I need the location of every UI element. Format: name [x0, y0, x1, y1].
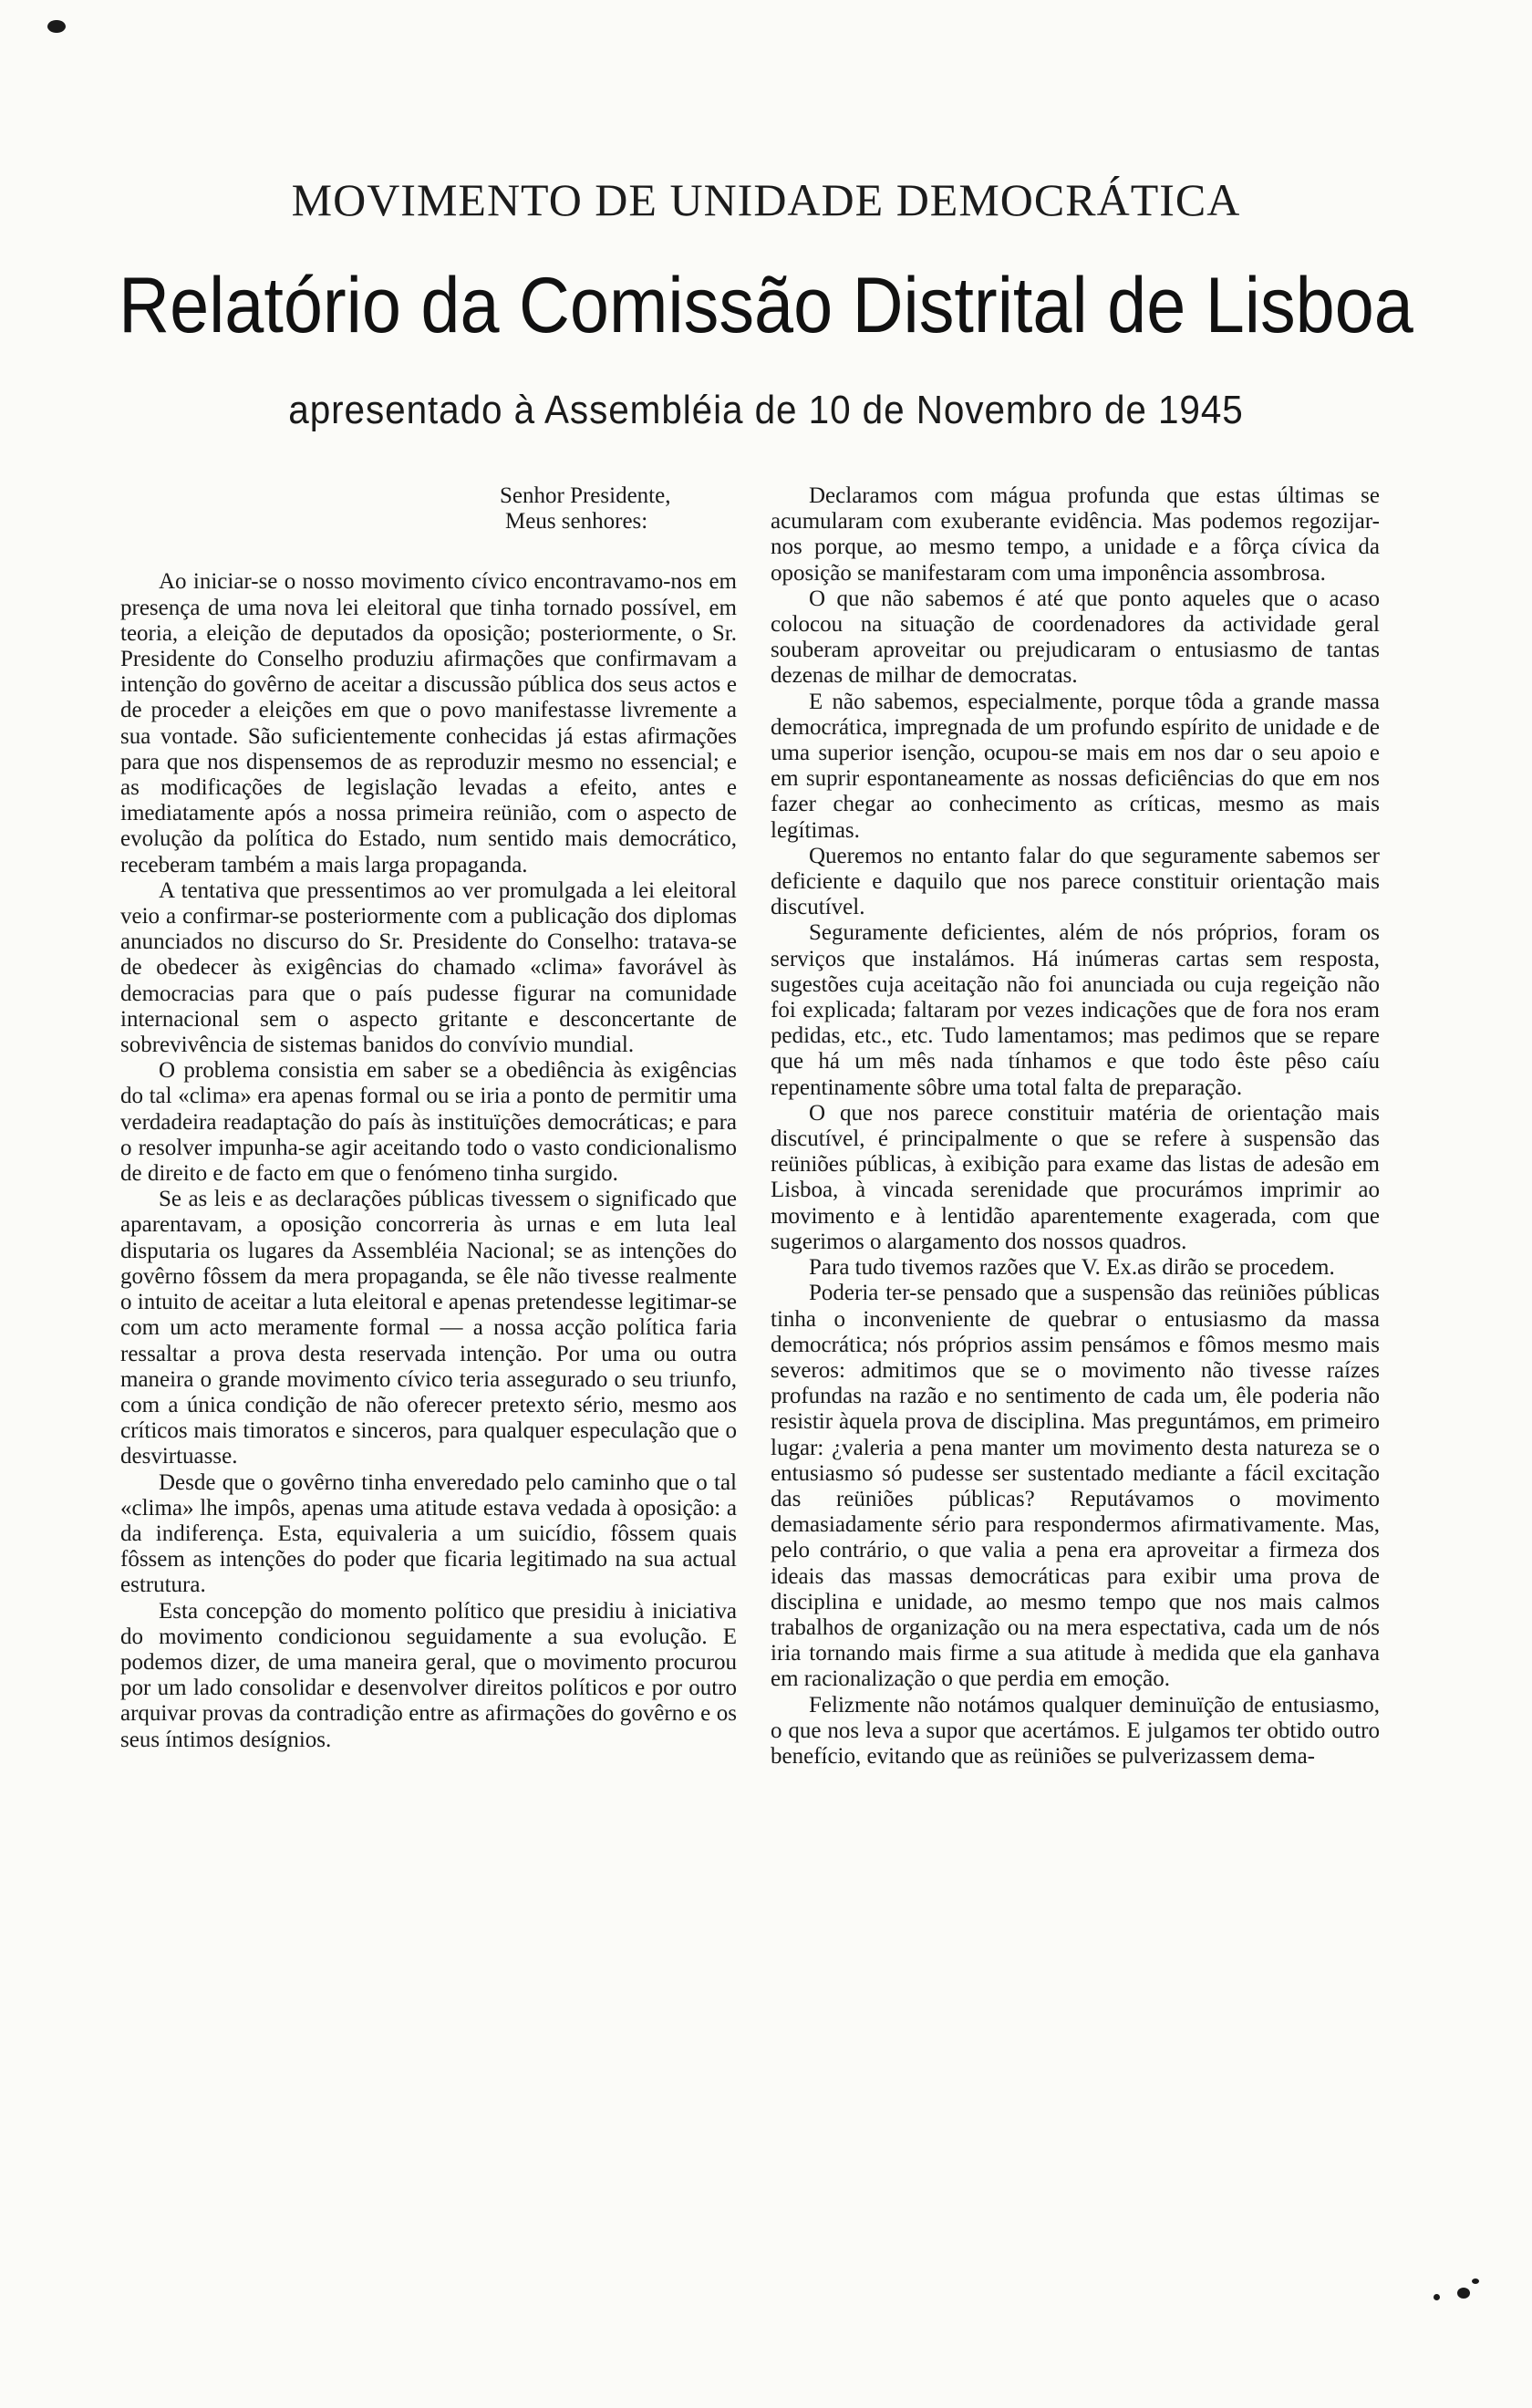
paragraph: Ao iniciar-se o nosso movimento cívico encontravamo-nos em presença de uma nova lei eleitoral que tinha tornado possível, em teoria, a eleição de deputados da oposição; posteriormente, o Sr. Presidente do Conselho produziu afirmações que confirmavam a intenção do govêrno de aceitar a discussão pública dos seus actos e de proceder a eleições em que o povo manifestasse livremente a sua vontade. São suficientemente conhecidas já estas afirmações para que nos dispensemos de as reproduzir mesmo no essencial; e as modificações de legislação levadas a efeito, antes e imediatamente após a nossa primeira reünião, com o aspecto de evolução da política do Estado, num sentido mais democrático, receberam também a mais larga propaganda.: [120, 569, 737, 877]
paragraph: Para tudo tivemos razões que V. Ex.as dirão se procedem.: [809, 1255, 1335, 1281]
report-title: Relatório da Comissão Distrital de Lisboa: [119, 262, 1413, 349]
ink-speck: [47, 20, 66, 33]
movement-name: MOVIMENTO DE UNIDADE DEMOCRÁTICA: [291, 174, 1241, 225]
left-column: [120, 483, 737, 1753]
ink-speck: [1472, 2278, 1479, 2284]
paragraph: Declaramos com mágua profunda que estas últimas se acumularam com exuberante evidência. Mas podemos regozijar-nos porque, ao mesmo tempo, a unidade e a fôrça cívica da oposição se manifestaram com uma imponência assombrosa.: [771, 483, 1380, 586]
paragraph: Seguramente deficientes, além de nós próprios, foram os serviços que instalámos. Há inúmeras cartas sem resposta, sugestões cuja aceitação não foi anunciada ou cuja regeição não foi explicada; faltaram por vezes indicações que de fora nos eram pedidas, etc., etc. Tudo lamentamos; mas pedimos que se repare que há um mês nada tínhamos e que todo êste pêso caíu repentinamente sôbre uma total falta de preparação.: [771, 920, 1380, 1100]
paragraph: Se as leis e as declarações públicas tivessem o significado que aparentavam, a oposição concorreria às urnas e em luta leal disputaria os lugares da Assembléia Nacional; se as intenções do govêrno fôssem da mera propaganda, se êle não tivesse realmente o intuito de aceitar a luta eleitoral e apenas pretendesse legitimar-se com um acto meramente formal — a nossa acção política faria ressaltar a prova desta reservada intenção. Por uma ou outra maneira o grande movimento cívico teria assegurado o seu triunfo, com a única condição de não oferecer pretexto sério, mesmo aos críticos mais timoratos e sinceros, para qualquer especulação que o desvirtuasse.: [120, 1187, 737, 1469]
paragraph: Queremos no entanto falar do que seguramente sabemos ser deficiente e daquilo que nos parece constituir orientação mais discutível.: [771, 843, 1380, 920]
paragraph: Esta concepção do momento político que presidiu à iniciativa do movimento condicionou seguidamente a sua evolução. E podemos dizer, de uma maneira geral, que o movimento procurou por um lado consolidar e desenvolver direitos políticos e por outro arquivar provas da contradição entre as afirmações do govêrno e os seus íntimos desígnios.: [120, 1598, 737, 1752]
salutation-line: Meus senhores:: [505, 509, 648, 535]
right-column: [771, 483, 1380, 1770]
salutation: [500, 483, 737, 535]
ink-speck: [1434, 2294, 1440, 2300]
salutation-line: Senhor Presidente,: [500, 483, 671, 508]
ink-speck: [1457, 2288, 1470, 2299]
paragraph: O que não sabemos é até que ponto aqueles que o acaso colocou na situação de coordenadores da actividade geral souberam aproveitar ou prejudicaram o entusiasmo de tantas dezenas de milhar de democratas.: [771, 586, 1380, 689]
paragraph: Poderia ter-se pensado que a suspensão das reüniões públicas tinha o inconveniente de quebrar o entusiasmo da massa democrática; nós próprios assim pensámos e fômos mesmo mais severos: admitimos que se o movimento não tivesse raízes profundas na razão e no sentimento de cada um, êle poderia não resistir àquela prova de disciplina. Mas preguntámos, em primeiro lugar: ¿valeria a pena manter um movimento desta natureza se o entusiasmo só pudesse ser sustentado mediante a fácil excitação das reüniões públicas? Reputávamos o movimento demasiadamente sério para respondermos afirmativamente. Mas, pelo contrário, o que valia a pena era aproveitar a firmeza dos ideais das massas democráticas para exibir uma prova de disciplina e unidade, ao mesmo tempo que nos mais calmos trabalhos de organização ou na mera espectativa, cada um de nós iria tornando mais firme a sua atitude à medida que ela ganhava em racionalização o que perdia em emoção.: [771, 1281, 1380, 1692]
paragraph: E não sabemos, especialmente, porque tôda a grande massa democrática, impregnada de um profundo espírito de unidade e de uma superior isenção, ocupou-se mais em nos dar o seu apoio e em suprir espontaneamente as nossas deficiências do que em nos fazer chegar ao conhecimento as críticas, mesmo as mais legítimas.: [771, 689, 1380, 843]
report-subtitle: apresentado à Assembléia de 10 de Novembro de 1945: [288, 388, 1244, 432]
paragraph: O problema consistia em saber se a obediência às exigências do tal «clima» era apenas formal ou se iria a ponto de permitir uma verdadeira readaptação do país às instituïções democráticas; e para o resolver impunha-se agir aceitando todo o vasto condicionalismo de direito e de facto em que o fenómeno tinha surgido.: [120, 1058, 737, 1187]
paragraph: A tentativa que pressentimos ao ver promulgada a lei eleitoral veio a confirmar-se posteriormente com a publicação dos diplomas anunciados no discurso do Sr. Presidente do Conselho: tratava-se de obedecer às exigências do chamado «clima» favorável às democracias para que o país pudesse figurar na comunidade internacional sem o aspecto gritante e desconcertante de sobrevivência de sistemas banidos do convívio mundial.: [120, 877, 737, 1058]
paragraph: Felizmente não notámos qualquer deminuïção de entusiasmo, o que nos leva a supor que acertámos. E julgamos ter obtido outro benefício, evitando que as reüniões se pulverizassem dema-: [771, 1692, 1380, 1769]
paragraph: Desde que o govêrno tinha enveredado pelo caminho que o tal «clima» lhe impôs, apenas uma atitude estava vedada à oposição: a da indiferença. Esta, equivaleria a um suicídio, fôssem quais fôssem as intenções do poder que ficaria legitimado na sua actual estrutura.: [120, 1469, 737, 1598]
paragraph: O que nos parece constituir matéria de orientação mais discutível, é principalmente o que se refere à suspensão das reüniões públicas, à exibição para exame das listas de adesão em Lisboa, à vincada serenidade que procurámos imprimir ao movimento e à lentidão aparentemente exagerada, com que sugerimos o alargamento dos nossos quadros.: [771, 1100, 1380, 1254]
